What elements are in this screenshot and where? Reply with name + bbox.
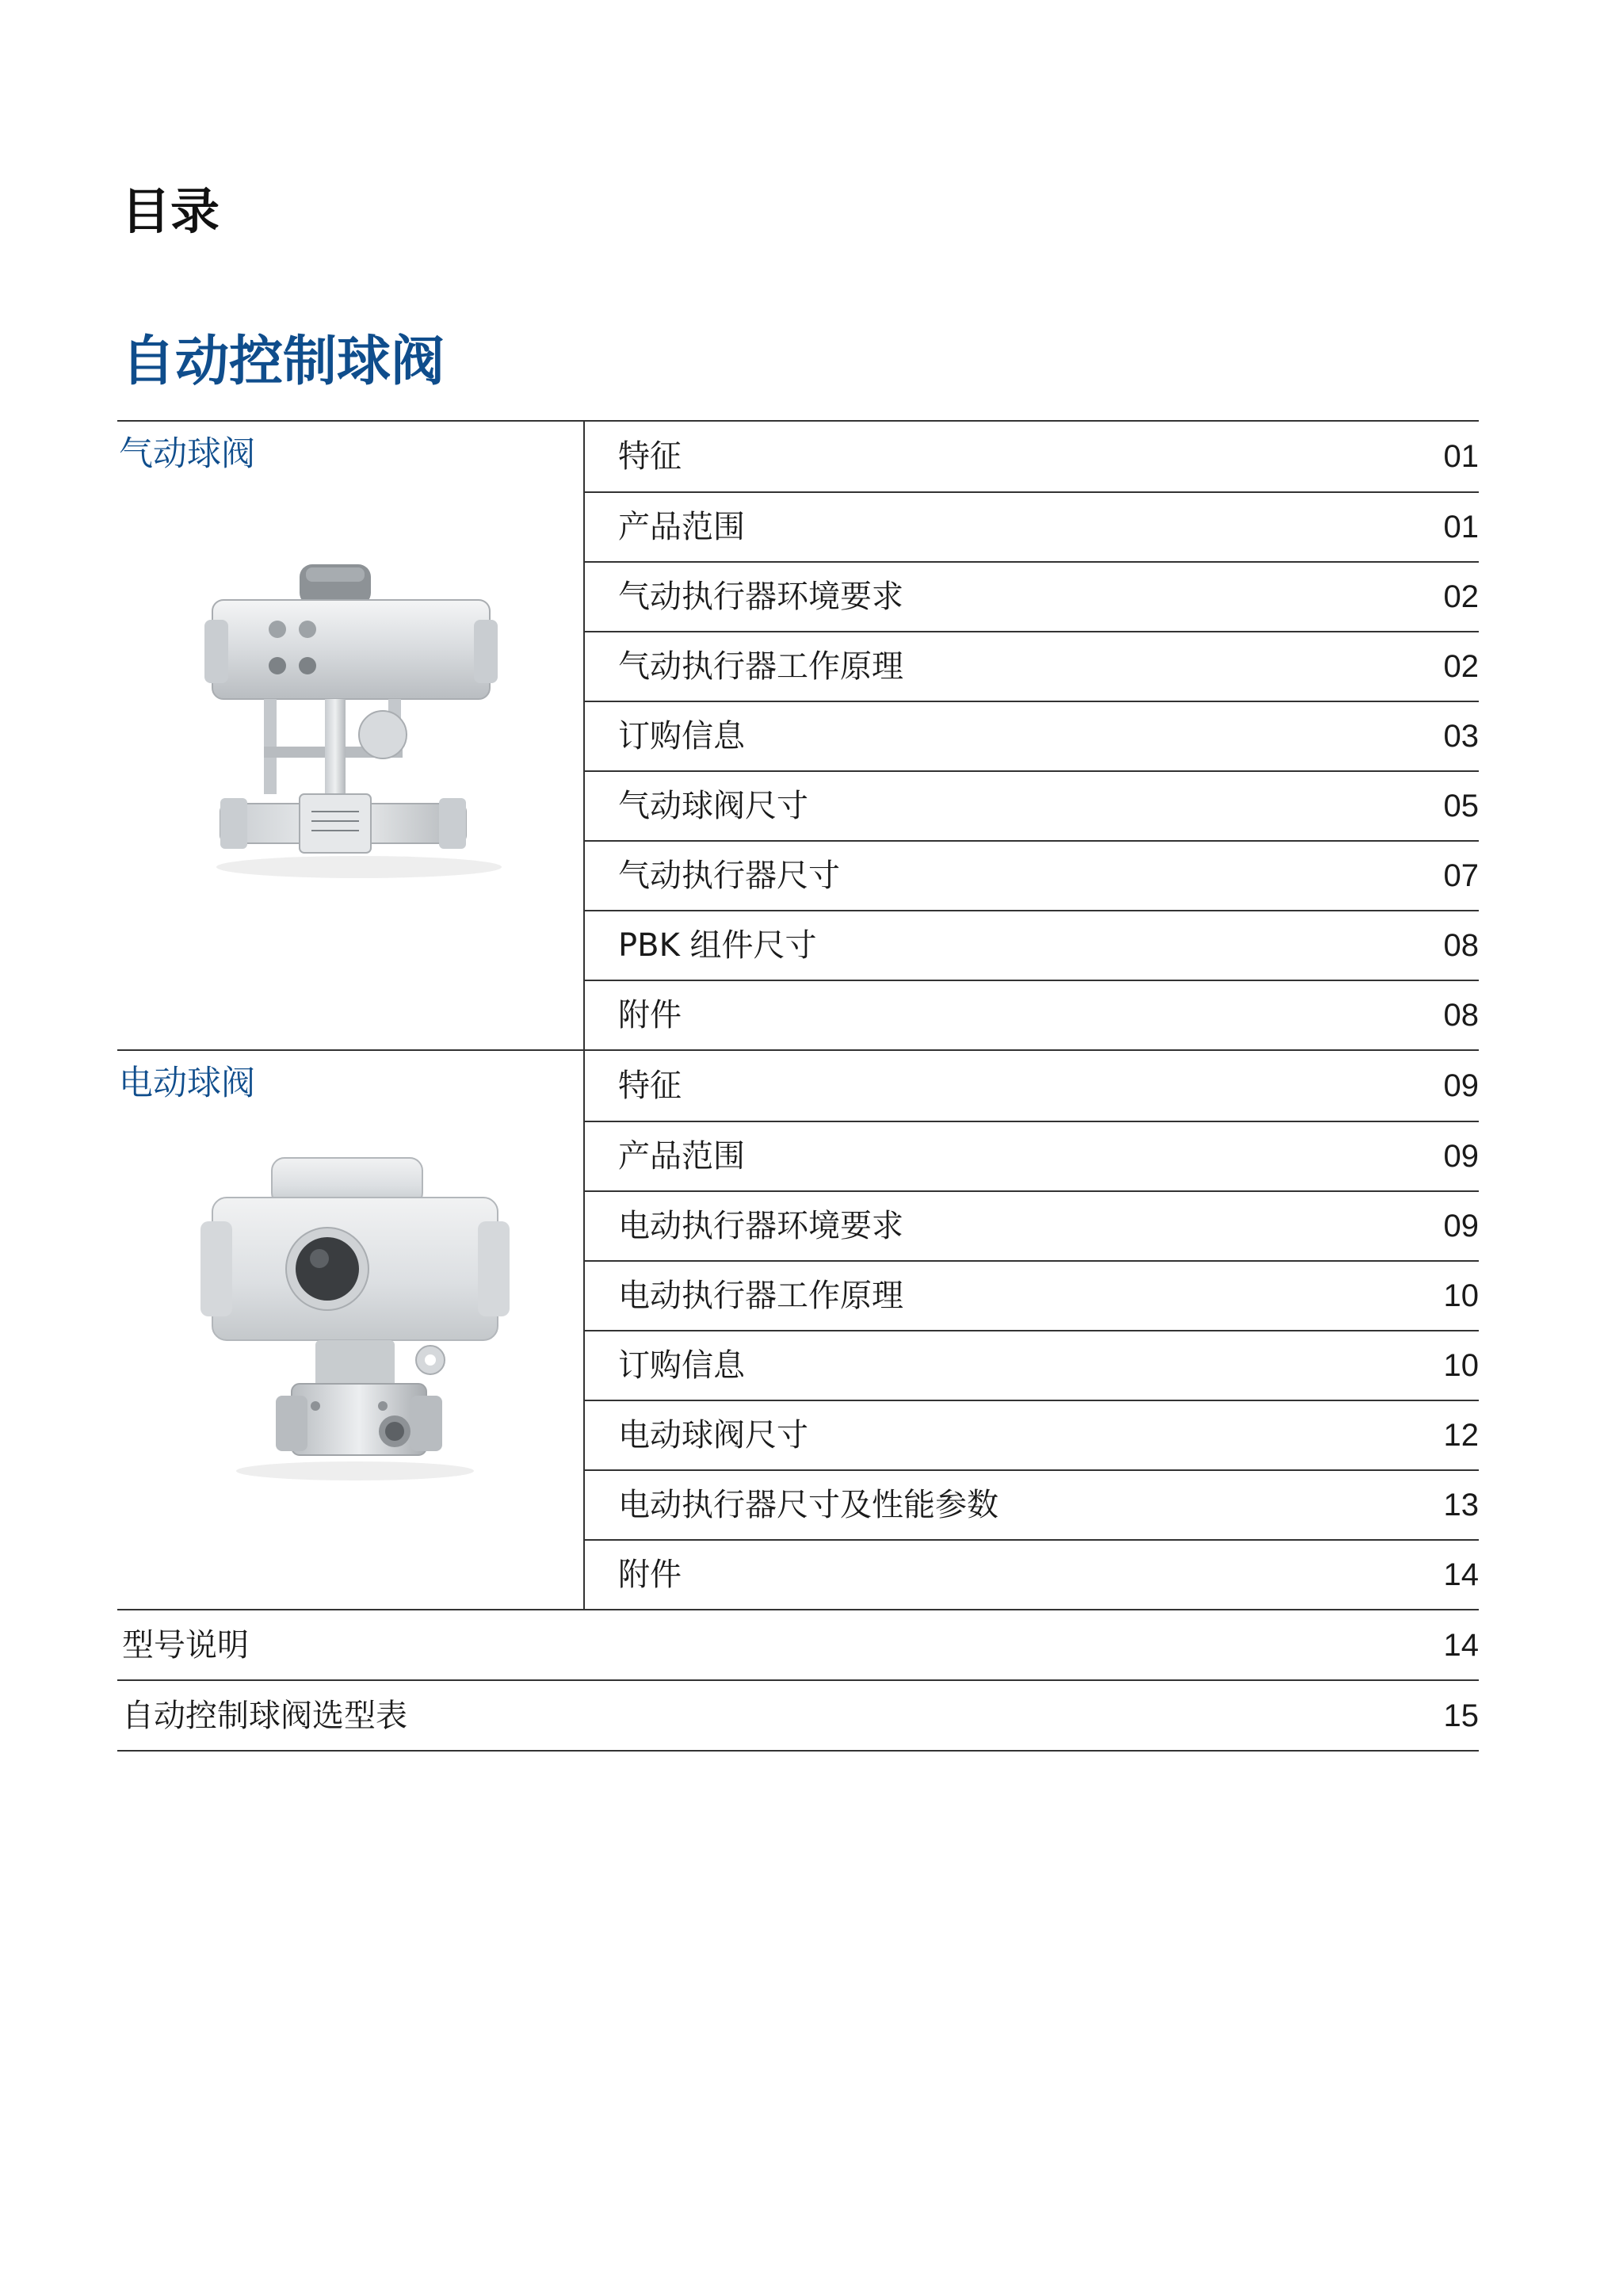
toc-row-page: 08 [1443, 928, 1479, 963]
toc-row[interactable] [585, 422, 1479, 491]
toc-row-page: 14 [1443, 1557, 1479, 1592]
toc-row-page: 09 [1443, 1139, 1479, 1174]
toc-row-page: 03 [1443, 719, 1479, 754]
toc-row-selection-table[interactable] [117, 1681, 1479, 1752]
toc-row-page: 01 [1443, 510, 1479, 544]
toc-row-title: 特征 [618, 438, 682, 475]
toc-table [117, 420, 1479, 1752]
toc-row-page: 12 [1443, 1418, 1479, 1453]
toc-row-title: 产品范围 [618, 509, 745, 545]
toc-heading: 目录 [121, 182, 220, 240]
toc-row-page: 02 [1443, 579, 1479, 614]
toc-row-page: 13 [1443, 1488, 1479, 1522]
toc-row[interactable] [585, 1330, 1479, 1400]
toc-row-title: 气动球阀尺寸 [618, 788, 808, 824]
toc-row-page: 15 [1443, 1698, 1479, 1733]
toc-row-title: 附件 [618, 997, 682, 1033]
toc-row-title: 电动执行器工作原理 [618, 1278, 903, 1314]
toc-row[interactable] [585, 980, 1479, 1049]
toc-row[interactable] [585, 1539, 1479, 1609]
toc-row-model-description[interactable] [117, 1610, 1479, 1681]
toc-row-page: 14 [1443, 1627, 1479, 1663]
toc-row-page: 08 [1443, 998, 1479, 1033]
toc-row[interactable] [585, 1469, 1479, 1539]
toc-row-title: 电动执行器尺寸及性能参数 [618, 1487, 999, 1523]
toc-row-title: 特征 [618, 1068, 682, 1104]
toc-row-title: 附件 [618, 1557, 682, 1593]
toc-row[interactable] [585, 1260, 1479, 1330]
toc-row-title: 产品范围 [618, 1138, 745, 1175]
toc-row-title: 订购信息 [618, 718, 745, 755]
toc-row[interactable] [585, 701, 1479, 770]
group-label-pneumatic[interactable]: 气动球阀 [119, 434, 255, 474]
toc-row[interactable] [585, 631, 1479, 701]
toc-row[interactable] [585, 840, 1479, 910]
toc-row-title: 订购信息 [618, 1347, 745, 1384]
toc-row-title: 型号说明 [122, 1626, 249, 1664]
toc-row-page: 02 [1443, 649, 1479, 684]
toc-row[interactable] [585, 910, 1479, 980]
group-left-electric [117, 1051, 585, 1609]
toc-row-title: 气动执行器尺寸 [618, 858, 840, 894]
toc-row[interactable] [585, 1121, 1479, 1190]
group-left-pneumatic [117, 422, 585, 1049]
toc-row[interactable] [585, 770, 1479, 840]
toc-group-electric [117, 1051, 1479, 1610]
toc-row-page: 10 [1443, 1348, 1479, 1383]
toc-row-page: 05 [1443, 789, 1479, 823]
pneumatic-ball-valve-icon [189, 556, 521, 889]
toc-row[interactable] [585, 491, 1479, 561]
group-rows-electric [585, 1051, 1479, 1609]
group-rows-pneumatic [585, 422, 1479, 1049]
toc-row-title: 气动执行器工作原理 [618, 648, 903, 685]
toc-row-page: 01 [1443, 439, 1479, 474]
group-label-electric[interactable]: 电动球阀 [119, 1064, 255, 1103]
toc-row[interactable] [585, 1051, 1479, 1121]
toc-row-page: 09 [1443, 1209, 1479, 1244]
toc-row-page: 07 [1443, 858, 1479, 893]
toc-row[interactable] [585, 561, 1479, 631]
toc-row-title: 电动球阀尺寸 [618, 1417, 808, 1454]
section-title: 自动控制球阀 [121, 330, 445, 393]
toc-row[interactable] [585, 1400, 1479, 1469]
toc-row-title: 电动执行器环境要求 [618, 1208, 903, 1244]
electric-ball-valve-icon [189, 1154, 521, 1487]
toc-row-title: 气动执行器环境要求 [618, 579, 903, 615]
toc-row-page: 10 [1443, 1278, 1479, 1313]
toc-row-title: 自动控制球阀选型表 [122, 1697, 407, 1734]
toc-row[interactable] [585, 1190, 1479, 1260]
toc-row-title: PBK 组件尺寸 [618, 927, 817, 964]
toc-row-page: 09 [1443, 1068, 1479, 1103]
toc-group-pneumatic [117, 422, 1479, 1051]
